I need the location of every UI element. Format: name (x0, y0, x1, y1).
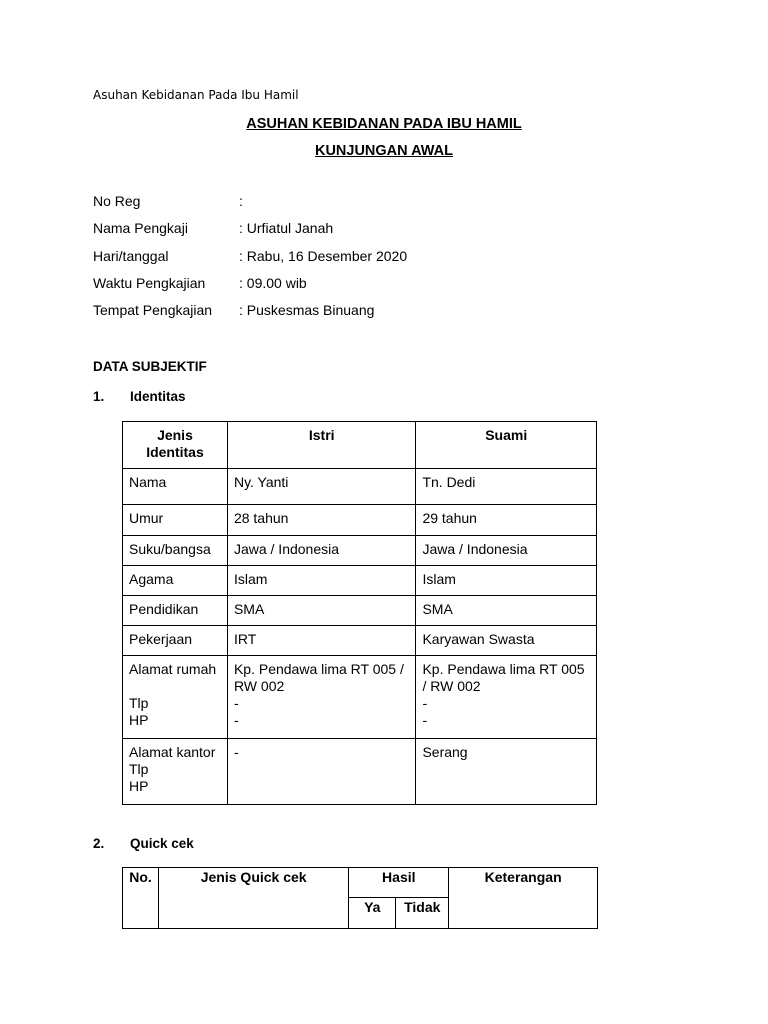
column-header-keterangan: Keterangan (449, 868, 598, 929)
table-row (123, 536, 597, 566)
table-cell (123, 656, 228, 739)
table-cell: Serang (416, 739, 597, 805)
table-cell: SMA (416, 596, 597, 626)
alamat-rumah-label: Alamat rumah (129, 661, 217, 677)
table-row-alamat-rumah (123, 656, 597, 739)
info-label: Hari/tanggal (93, 248, 169, 264)
quick-cek-table (122, 867, 598, 929)
table-cell (416, 656, 597, 739)
column-header-istri: Istri (227, 422, 416, 469)
table-row (123, 596, 597, 626)
heading-number: 1. (93, 389, 105, 404)
tlp-label: Tlp (129, 695, 149, 711)
table-row (123, 469, 597, 505)
table-cell: Ny. Yanti (227, 469, 416, 505)
suami-hp: - (422, 712, 428, 728)
istri-tlp: - (233, 695, 239, 711)
info-value: : (239, 193, 243, 209)
table-cell: 29 tahun (416, 505, 597, 536)
table-cell: Karyawan Swasta (416, 626, 597, 656)
table-cell: Jawa / Indonesia (227, 536, 416, 566)
info-value: : 09.00 wib (239, 275, 307, 291)
table-header-row (123, 422, 597, 469)
column-header-hasil: Hasil (349, 868, 449, 898)
info-label: Nama Pengkaji (93, 220, 188, 236)
table-row-alamat-kantor (123, 739, 597, 805)
alamat-kantor-label: Alamat kantor (129, 744, 216, 760)
table-row (123, 626, 597, 656)
table-cell: Islam (227, 566, 416, 596)
table-cell: Pekerjaan (123, 626, 228, 656)
table-cell (123, 739, 228, 805)
table-cell: Pendidikan (123, 596, 228, 626)
info-label: No Reg (93, 193, 141, 209)
table-cell: 28 tahun (227, 505, 416, 536)
table-cell: Jawa / Indonesia (416, 536, 597, 566)
table-cell: Nama (123, 469, 228, 505)
info-label: Waktu Pengkajian (93, 275, 206, 291)
tlp-label: Tlp (129, 761, 149, 777)
section-title-data-subjektif: DATA SUBJEKTIF (93, 359, 207, 374)
page-header: Asuhan Kebidanan Pada Ibu Hamil (93, 88, 299, 102)
identitas-table (122, 421, 597, 805)
table-header-row (123, 868, 598, 898)
document-title: ASUHAN KEBIDANAN PADA IBU HAMIL (246, 116, 522, 132)
heading-text: Quick cek (130, 836, 194, 851)
info-value: : Urfiatul Janah (239, 220, 334, 236)
column-header-jenis-quick-cek: Jenis Quick cek (158, 868, 348, 929)
info-value: : Puskesmas Binuang (239, 302, 375, 318)
table-cell (227, 656, 416, 739)
suami-tlp: - (422, 695, 428, 711)
column-header-tidak: Tidak (396, 898, 449, 929)
table-row (123, 505, 597, 536)
istri-hp: - (233, 712, 239, 728)
document-subtitle: KUNJUNGAN AWAL (314, 143, 454, 159)
table-cell: SMA (227, 596, 416, 626)
table-cell: IRT (227, 626, 416, 656)
column-header-no: No. (123, 868, 159, 929)
hp-label: HP (129, 778, 149, 794)
table-cell: Umur (123, 505, 228, 536)
spacer (129, 678, 221, 695)
suami-address: Kp. Pendawa lima RT 005 / RW 002 (422, 661, 585, 694)
column-header-ya: Ya (349, 898, 396, 929)
column-header-suami: Suami (416, 422, 597, 469)
info-value: : Rabu, 16 Desember 2020 (239, 248, 408, 264)
heading-text: Identitas (130, 389, 186, 404)
table-cell: Tn. Dedi (416, 469, 597, 505)
table-cell: - (227, 739, 416, 805)
table-cell: Suku/bangsa (123, 536, 228, 566)
table-row (123, 566, 597, 596)
info-label: Tempat Pengkajian (93, 302, 213, 318)
hp-label: HP (129, 712, 149, 728)
column-header-jenis-identitas: Jenis Identitas (123, 422, 228, 469)
table-cell: Islam (416, 566, 597, 596)
istri-address: Kp. Pendawa lima RT 005 / RW 002 (233, 661, 404, 694)
table-cell: Agama (123, 566, 228, 596)
heading-number: 2. (93, 836, 105, 851)
